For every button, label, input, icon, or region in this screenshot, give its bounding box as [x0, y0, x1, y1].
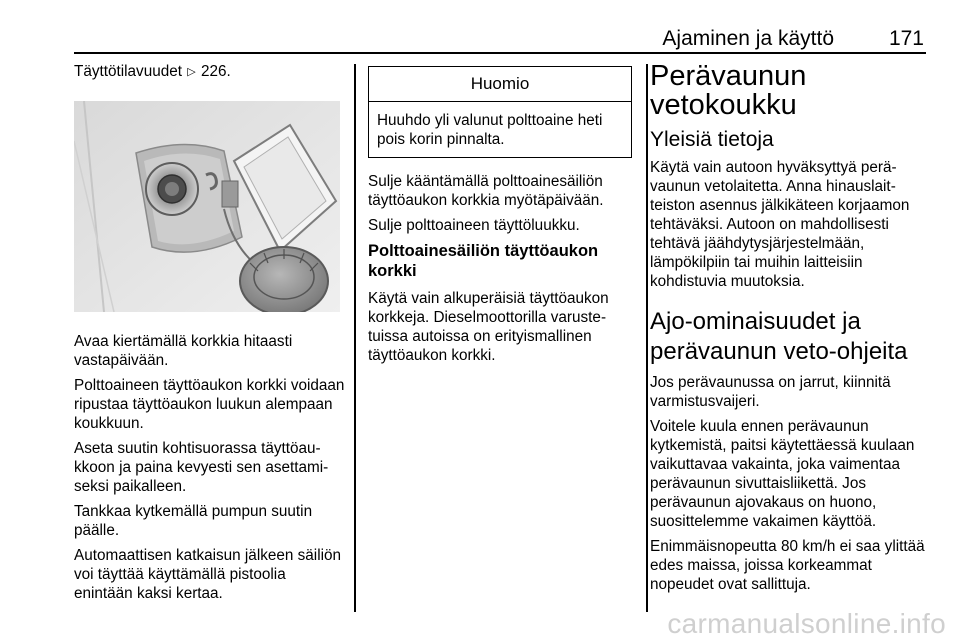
fuel-filler-illustration [74, 101, 340, 312]
instruction-paragraph: Sulje kääntämällä polttoainesäiliön täyttöaukon korkkia myötäpäivään. [368, 173, 604, 209]
reference-page-link[interactable]: 226. [200, 63, 231, 80]
reference-text: Täyttötilavuudet [74, 63, 182, 80]
section-paragraph: Voitele kuula ennen perävaunun kytkemistä, paitsi käytettäessä kuulaan vaikuttavaa vakainta, joka vaimentaa perävaunun sivuttaisliikettä. Jos perävaunun ajovakaus on huono, suosittelemme vakaimen käyttöä. [650, 418, 915, 530]
page-number: 171 [888, 27, 924, 50]
column-1 [74, 62, 346, 609]
section-paragraph: Enimmäisnopeutta 80 km/h ei saa ylittää edes maissa, joissa korkeammat nopeudet ovat sallittuja. [650, 538, 925, 593]
instruction-paragraph: Avaa kiertämällä korkkia hitaasti vastapäivään. [74, 333, 293, 369]
reference-line [74, 62, 346, 83]
watermark: carmanualsonline.info [667, 608, 946, 639]
page-header [74, 26, 926, 52]
instruction-paragraph: Polttoaineen täyttöaukon korkki voidaan ripustaa täyttöaukon luukun alempaan koukkuun. [74, 377, 345, 432]
header-rule [74, 52, 926, 54]
fuel-filler-photo [74, 101, 340, 312]
section-heading: Ajo-ominaisuudet ja perävaunun veto-ohjeita [650, 308, 908, 365]
note-text: Huuhdo yli valunut polttoaine heti pois korin pinnalta. [377, 112, 603, 148]
instruction-paragraph: Käytä vain alkuperäisiä täyttöaukon korkkeja. Dieselmoottorilla varustetuissa autoissa on erityismallinen täyttöaukon korkki. [368, 290, 609, 364]
note-body [369, 102, 631, 157]
chapter-title: Perävaunun vetokoukku [650, 60, 807, 121]
column-divider-1 [354, 64, 356, 612]
instruction-paragraph: Tankkaa kytkemällä pumpun suutin päälle. [74, 503, 313, 539]
subheading: Polttoainesäiliön täyttöaukon korkki [368, 242, 599, 280]
header-title: Ajaminen ja käyttö [662, 27, 834, 50]
section-heading: Yleisiä tietoja [650, 128, 774, 151]
column-2 [368, 62, 634, 371]
column-divider-2 [646, 64, 648, 612]
page-reference-icon: ▷ [187, 66, 196, 78]
instruction-paragraph: Automaattisen katkaisun jälkeen säiliön voi täyttää käyttämällä pistoolia enintään kaksi kertaa. [74, 547, 342, 602]
instruction-paragraph: Aseta suutin kohtisuorassa täyttöaukkoon ja paina kevyesti sen asettamiseksi paikalleen. [74, 440, 329, 495]
note-box [368, 66, 632, 158]
section-paragraph: Jos perävaunussa on jarrut, kiinnitä varmistusvaijeri. [650, 374, 891, 410]
section-paragraph: Käytä vain autoon hyväksyttyä perävaunun vetolaitetta. Anna hinauslaitteiston asennus jälkikäteen korjaamon tehtäväksi. Autoon on mahdollisesti tehtävä jäähdytysjärjestelmään, lämpökilpiin tai muihin laitteisiin kohdistuvia muutoksia. [650, 159, 910, 290]
instruction-paragraph: Sulje polttoaineen täyttöluukku. [368, 217, 580, 234]
note-title: Huomio [369, 67, 631, 102]
column-3 [650, 62, 932, 600]
